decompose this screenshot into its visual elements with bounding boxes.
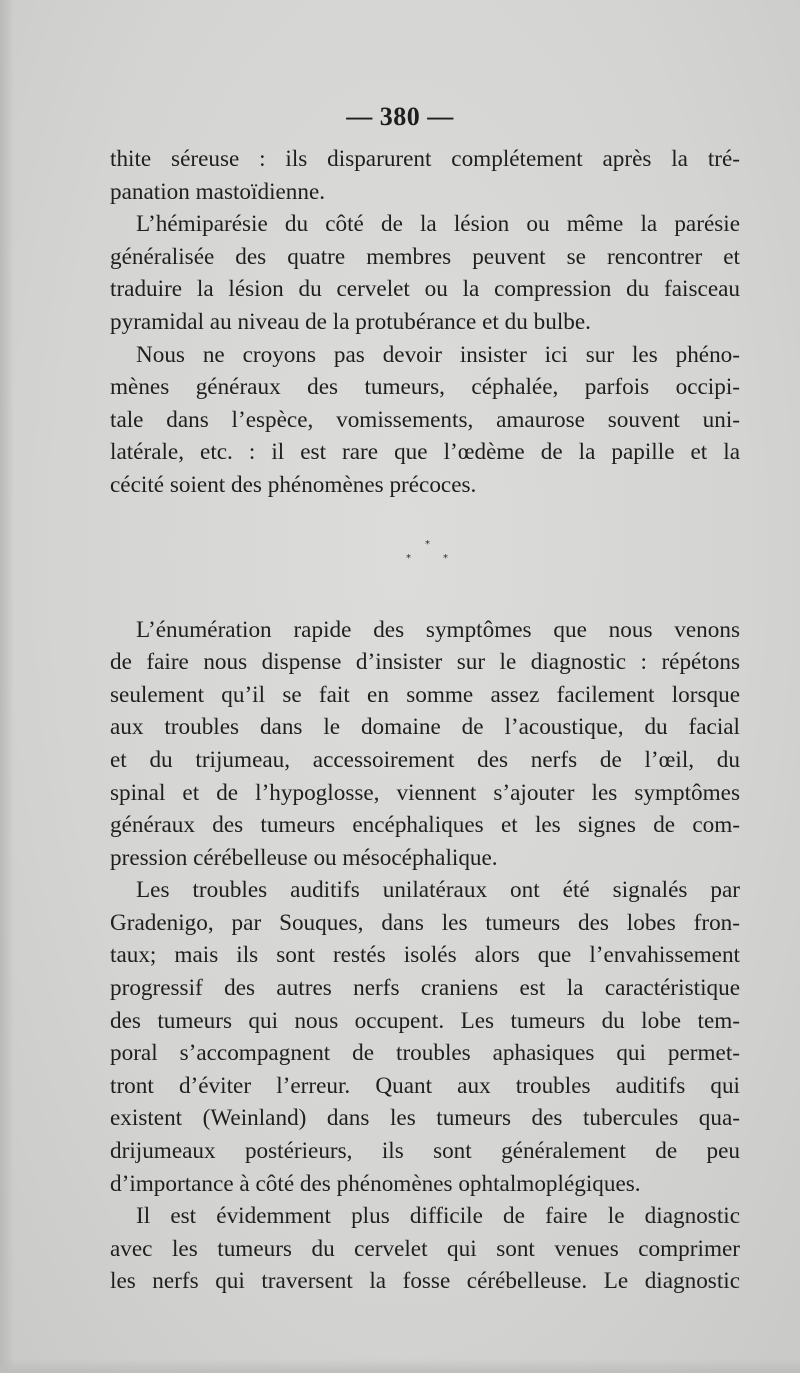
- text-line: L’énumération rapide des symptômes que nous venons: [136, 616, 740, 643]
- text-line: de faire nous dispense d’insister sur le diagnostic : répétons: [110, 649, 740, 676]
- text-line: les nerfs qui traversent la fosse cérébelleuse. Le diagnostic: [110, 1268, 740, 1295]
- text-line: tale dans l’espèce, vomissements, amaurose souvent uni-: [110, 406, 740, 433]
- page-bottom-shadow: [0, 1359, 800, 1373]
- text-line: existent (Weinland) dans les tumeurs des tubercules qua-: [110, 1105, 740, 1132]
- page-number: — 380 —: [346, 102, 454, 131]
- text-line: Il est évidemment plus difficile de faire le diagnostic: [136, 1203, 740, 1230]
- text-line: Nous ne croyons pas devoir insister ici sur les phéno-: [136, 341, 740, 368]
- page-body: [110, 143, 740, 1298]
- text-line: mènes généraux des tumeurs, céphalée, parfois occipi-: [110, 374, 740, 401]
- text-line: généralisée des quatre membres peuvent se rencontrer et: [110, 243, 740, 270]
- text-line: progressif des autres nerfs craniens est la caractéristique: [110, 975, 740, 1002]
- text-line: et du trijumeau, accessoirement des nerfs de l’œil, du: [110, 746, 740, 773]
- text-line: poral s’accompagnent de troubles aphasiques qui permet-: [110, 1040, 740, 1067]
- text-line: pression cérébelleuse ou mésocéphalique.: [110, 844, 498, 871]
- text-line: tront d’éviter l’erreur. Quant aux troubles auditifs qui: [110, 1072, 740, 1099]
- text-line: avec les tumeurs du cervelet qui sont venues comprimer: [110, 1235, 740, 1262]
- text-line: d’importance à côté des phénomènes ophtalmoplégiques.: [110, 1170, 641, 1197]
- text-line: latérale, etc. : il est rare que l’œdème de la papille et la: [110, 439, 740, 466]
- asterisk-ornament: *: [443, 552, 448, 564]
- text-line: L’hémiparésie du côté de la lésion ou même la parésie: [136, 211, 740, 238]
- page-edge-shadow: [0, 0, 14, 1373]
- text-line: thite séreuse : ils disparurent complétement après la tré-: [110, 146, 740, 172]
- text-line: panation mastoïdienne.: [110, 178, 326, 205]
- text-line: taux; mais ils sont restés isolés alors que l’envahissement: [110, 942, 740, 969]
- asterisk-ornament: *: [425, 538, 430, 550]
- section-separator: [110, 502, 740, 614]
- text-line: aux troubles dans le domaine de l’acoustique, du facial: [110, 714, 740, 741]
- text-line: traduire la lésion du cervelet ou la compression du faisceau: [110, 276, 740, 303]
- text-line: cécité soient des phénomènes précoces.: [110, 471, 477, 498]
- text-line: des tumeurs qui nous occupent. Les tumeurs du lobe tem-: [110, 1007, 740, 1034]
- text-line: seulement qu’il se fait en somme assez facilement lorsque: [110, 681, 740, 708]
- text-line: pyramidal au niveau de la protubérance et du bulbe.: [110, 308, 591, 335]
- text-line: Les troubles auditifs unilatéraux ont été signalés par: [136, 877, 740, 904]
- text-line: généraux des tumeurs encéphaliques et les signes de com-: [110, 812, 740, 839]
- asterisk-ornament: *: [406, 552, 411, 564]
- text-line: Gradenigo, par Souques, dans les tumeurs des lobes fron-: [110, 909, 740, 936]
- text-line: spinal et de l’hypoglosse, viennent s’ajouter les symptômes: [110, 779, 740, 806]
- text-line: drijumeaux postérieurs, ils sont généralement de peu: [110, 1138, 740, 1165]
